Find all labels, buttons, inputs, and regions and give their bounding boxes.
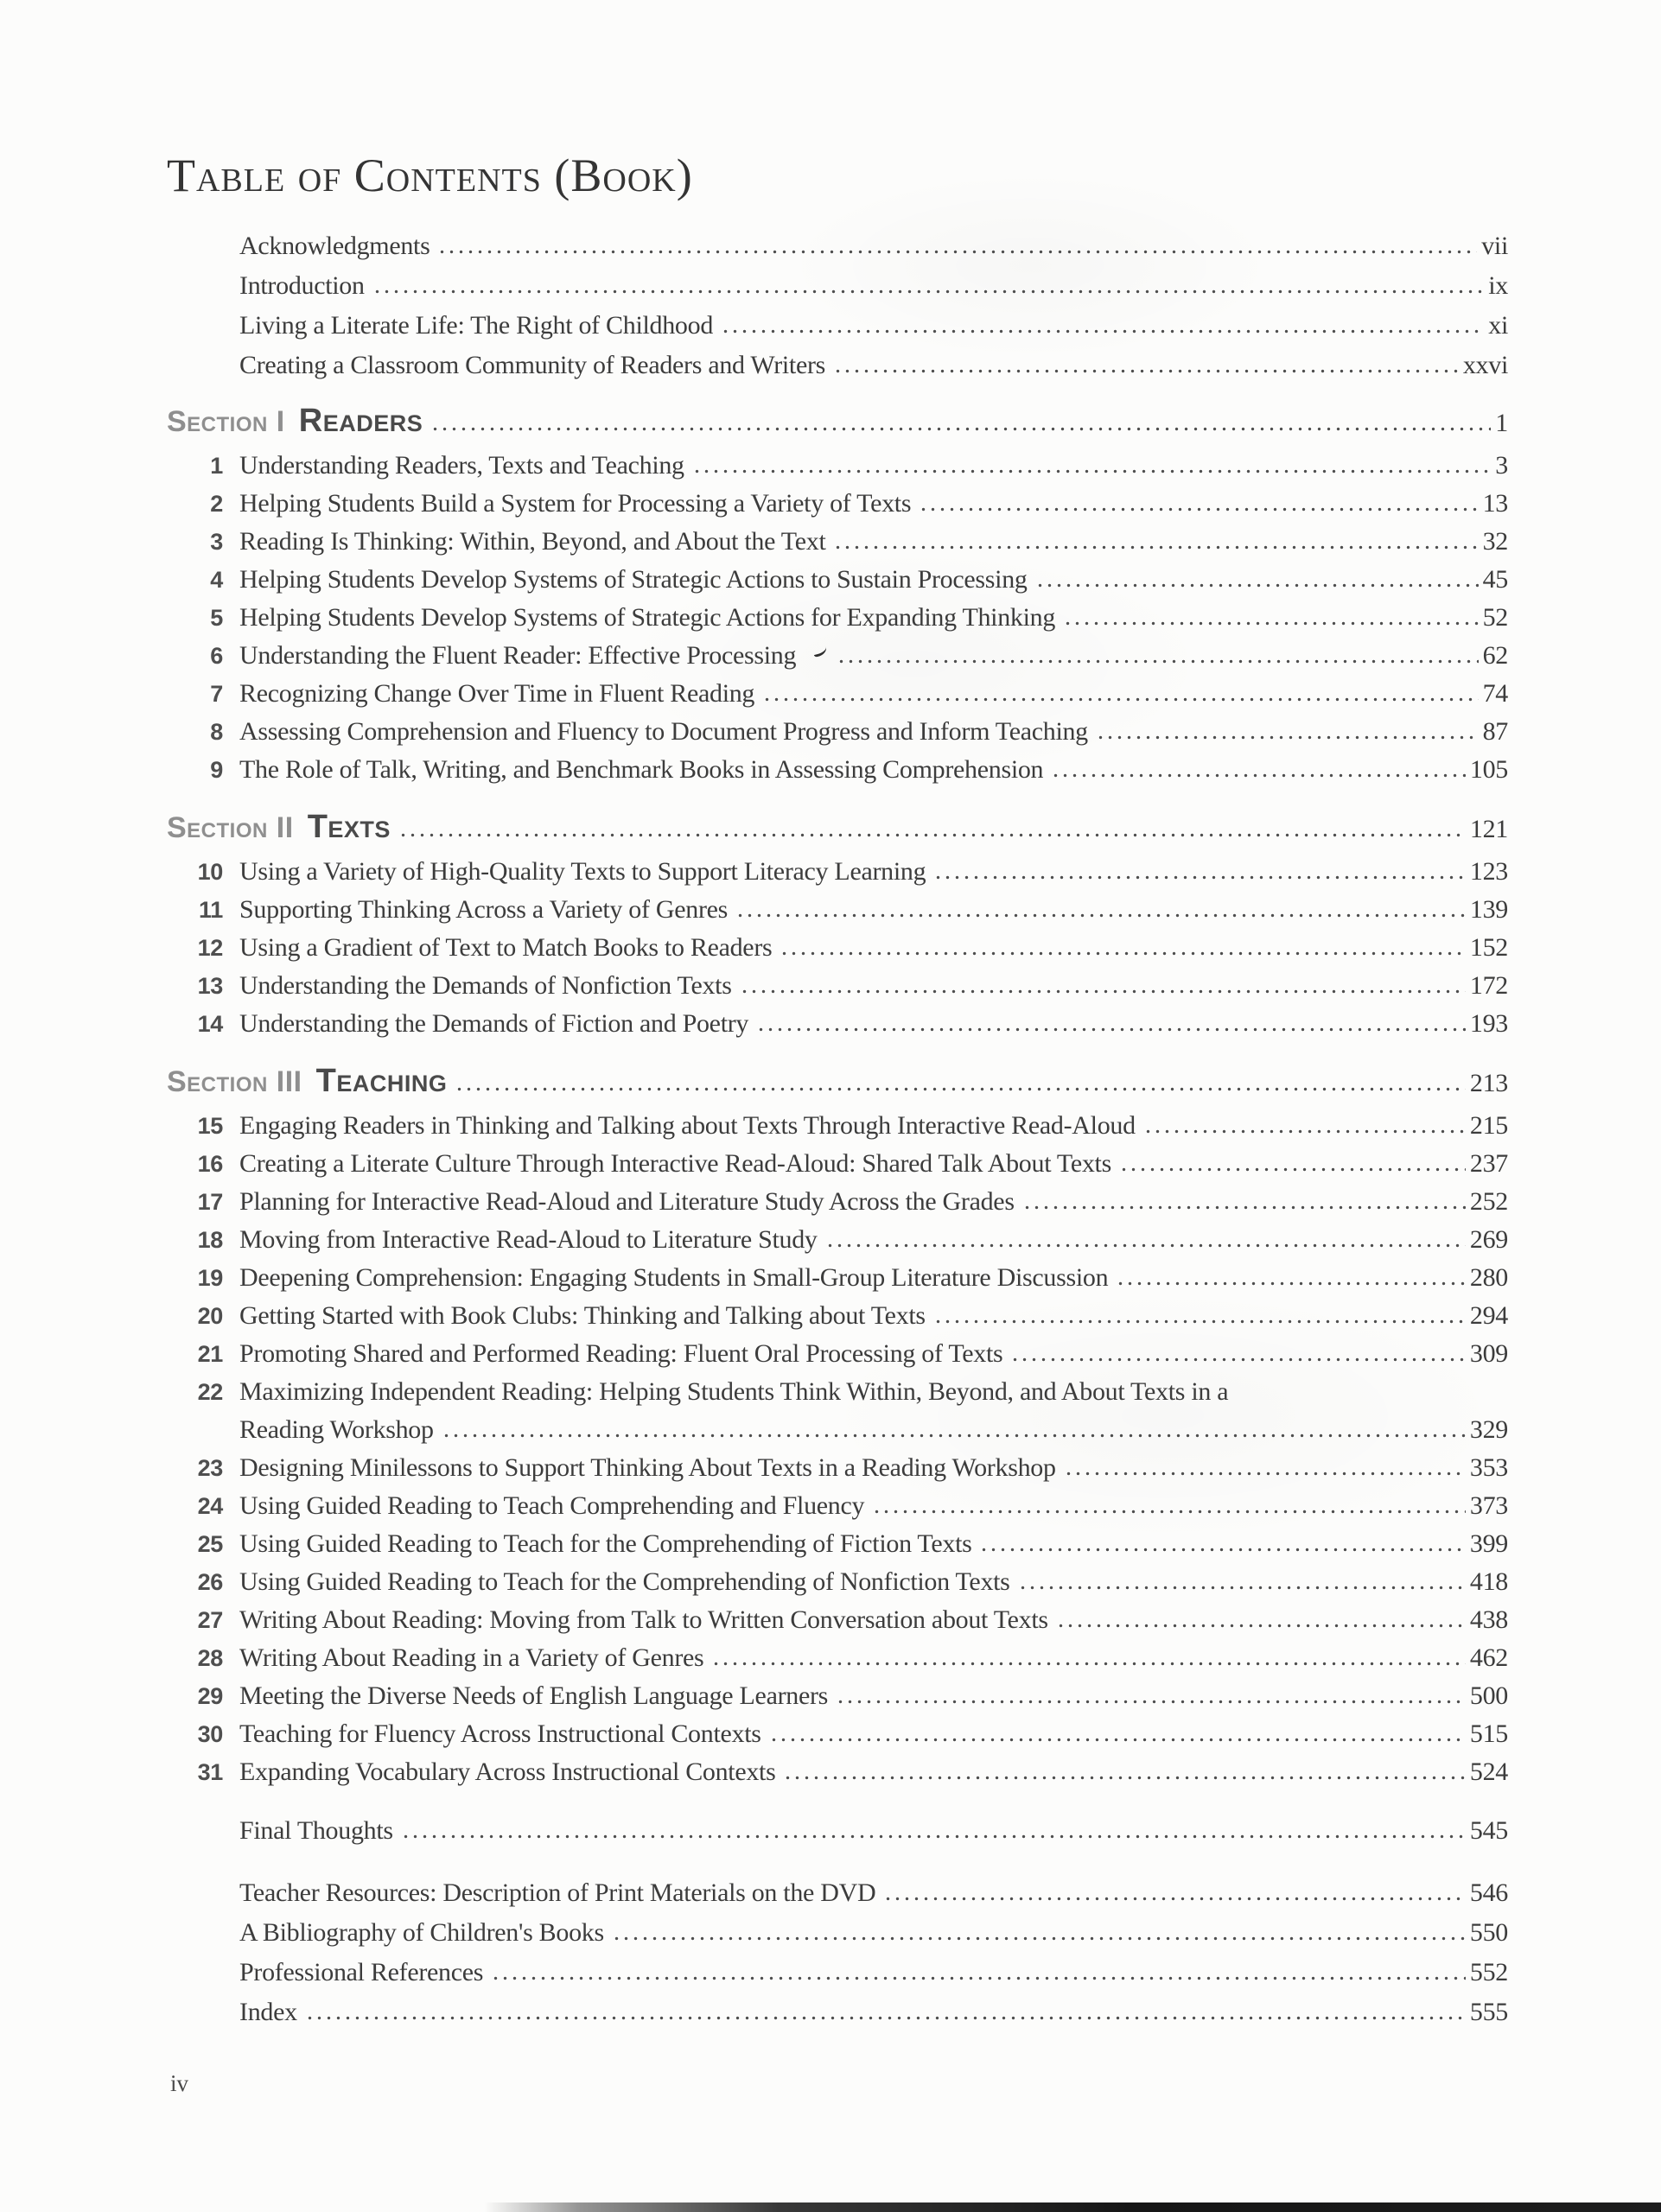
chapter-number: 5 [210, 605, 223, 631]
page-number: 438 [1469, 1605, 1508, 1634]
chapter-row [0, 1719, 1661, 1758]
entry-label: Creating a Classroom Community of Readers and Writers [239, 351, 826, 379]
page-number: 123 [1469, 857, 1508, 886]
chapter-number: 21 [197, 1341, 223, 1367]
chapter-title: Understanding the Fluent Reader: Effective Processing [239, 641, 797, 670]
page-number: 213 [1469, 1069, 1508, 1097]
chapter-title: Supporting Thinking Across a Variety of Genres [239, 895, 729, 924]
chapter-row [0, 1681, 1661, 1719]
chapter-number: 30 [197, 1721, 223, 1747]
chapter-row [0, 1339, 1661, 1377]
page-number: 462 [1469, 1643, 1508, 1672]
page-number: 193 [1469, 1009, 1508, 1038]
chapter-row [0, 857, 1661, 895]
chapter-title: Writing About Reading: Moving from Talk to Written Conversation about Texts [239, 1605, 1048, 1634]
dot-leader [933, 875, 1466, 880]
chapter-row [0, 565, 1661, 603]
page-number: 215 [1469, 1111, 1508, 1140]
page-number: 1 [1495, 409, 1508, 437]
back-matter-row [0, 1878, 1661, 1918]
section-header-row [0, 1063, 1661, 1111]
chapter-number: 27 [197, 1607, 223, 1633]
dot-leader [612, 1936, 1466, 1941]
chapter-number: 25 [197, 1531, 223, 1557]
chapter-title: Engaging Readers in Thinking and Talking about Texts Through Interactive Read-Aloud [239, 1111, 1136, 1140]
dot-leader [1035, 583, 1479, 588]
chapter-row [0, 933, 1661, 971]
chapter-number: 26 [197, 1569, 223, 1595]
entry-label: A Bibliography of Children's Books [239, 1918, 604, 1947]
page-number: vii [1481, 232, 1508, 260]
chapter-row [0, 1453, 1661, 1491]
page-number: 353 [1469, 1453, 1508, 1482]
page-number: 269 [1469, 1225, 1508, 1254]
page-number: 500 [1469, 1681, 1508, 1710]
chapter-row [0, 717, 1661, 755]
chapter-title: Understanding Readers, Texts and Teaching [239, 451, 684, 480]
page-number: 3 [1495, 451, 1508, 480]
chapter-number: 11 [199, 897, 223, 923]
dot-leader [836, 1700, 1466, 1704]
chapter-title: The Role of Talk, Writing, and Benchmark Books in Assessing Comprehension [239, 755, 1044, 784]
chapter-title: Assessing Comprehension and Fluency to Document Progress and Inform Teaching [239, 717, 1088, 746]
section-header-row [0, 403, 1661, 451]
chapter-row [0, 1643, 1661, 1681]
final-thoughts-row [0, 1816, 1661, 1856]
page-number: ix [1488, 271, 1508, 300]
chapter-title: Reading Is Thinking: Within, Beyond, and About the Text [239, 527, 826, 556]
dot-leader [372, 289, 1485, 294]
back-matter-row [0, 1918, 1661, 1958]
chapter-row [0, 971, 1661, 1009]
dot-leader [1056, 1624, 1466, 1628]
chapter-row [0, 755, 1661, 793]
dot-leader [756, 1027, 1466, 1032]
chapter-title: Teaching for Fluency Across Instructional Contexts [239, 1719, 761, 1748]
chapter-title: Expanding Vocabulary Across Instructional Contexts [239, 1758, 776, 1786]
chapter-title: Using Guided Reading to Teach for the Comprehending of Nonfiction Texts [239, 1567, 1010, 1596]
page-number: 87 [1482, 717, 1508, 746]
page-number: 45 [1482, 565, 1508, 594]
dot-leader [1096, 735, 1479, 740]
chapter-row [0, 527, 1661, 565]
chapter-number: 2 [210, 491, 223, 517]
dot-leader [1063, 621, 1479, 626]
chapter-number: 13 [197, 973, 223, 999]
entry-label: Final Thoughts [239, 1816, 393, 1845]
chapter-title: Writing About Reading in a Variety of Genres [239, 1643, 704, 1672]
dot-leader [401, 1834, 1466, 1839]
chapter-row [0, 451, 1661, 489]
front-matter-row [0, 232, 1661, 271]
dot-leader [735, 913, 1466, 918]
chapter-number: 24 [197, 1493, 223, 1519]
chapter-row [0, 1225, 1661, 1263]
chapter-row [0, 1187, 1661, 1225]
page-number-folio: iv [170, 2070, 189, 2096]
page-number: 294 [1469, 1301, 1508, 1330]
back-matter-list [0, 1878, 1661, 2037]
entry-label: Index [239, 1998, 297, 2026]
page-number: xi [1488, 311, 1508, 340]
page-title: Table of Contents (Book) [167, 149, 693, 201]
dot-leader [1022, 1205, 1466, 1210]
dot-leader [398, 833, 1466, 837]
page-number: 552 [1469, 1958, 1508, 1986]
dot-leader [825, 1243, 1466, 1248]
dot-leader [833, 369, 1459, 373]
page-number: xxvi [1462, 351, 1508, 379]
page-number: 32 [1482, 527, 1508, 556]
dot-leader [305, 2016, 1466, 2020]
final-thoughts-entry [0, 1816, 1661, 1856]
page-number: 52 [1482, 603, 1508, 632]
dot-leader [837, 659, 1478, 664]
chapter-number: 7 [210, 681, 223, 707]
chapter-title: Getting Started with Book Clubs: Thinking and Talking about Texts [239, 1301, 926, 1330]
chapter-row [0, 1491, 1661, 1529]
chapter-title: Using a Variety of High-Quality Texts to Support Literacy Learning [239, 857, 926, 886]
chapter-number: 10 [197, 859, 223, 885]
entry-label: Living a Literate Life: The Right of Childhood [239, 311, 714, 340]
chapter-row [0, 1605, 1661, 1643]
page-number: 252 [1469, 1187, 1508, 1216]
page-number: 105 [1469, 755, 1508, 784]
chapter-row [0, 1263, 1661, 1301]
chapter-row [0, 1149, 1661, 1187]
entry-label: Introduction [239, 271, 365, 300]
dot-leader [1064, 1471, 1466, 1476]
sections-list [0, 403, 1661, 1796]
dot-leader [872, 1510, 1466, 1514]
page-number: 524 [1469, 1758, 1508, 1786]
dot-leader [740, 989, 1466, 994]
dot-leader [1051, 773, 1466, 778]
chapter-row [0, 1009, 1661, 1047]
chapter-title: Helping Students Build a System for Processing a Variety of Texts [239, 489, 912, 518]
dot-leader [491, 1976, 1466, 1980]
page-number: 418 [1469, 1567, 1508, 1596]
dot-leader [437, 250, 1477, 254]
page-number: 139 [1469, 895, 1508, 924]
chapter-number: 14 [197, 1011, 223, 1037]
dot-leader [1116, 1281, 1466, 1286]
chapter-number: 15 [197, 1113, 223, 1139]
section-name: Teaching [315, 1063, 448, 1099]
chapter-title: Planning for Interactive Read-Aloud and Literature Study Across the Grades [239, 1187, 1015, 1216]
chapter-title: Using Guided Reading to Teach Comprehending and Fluency [239, 1491, 865, 1520]
chapter-title: Meeting the Diverse Needs of English Language Learners [239, 1681, 829, 1710]
chapter-number: 4 [210, 567, 223, 593]
chapter-row [0, 1758, 1661, 1796]
chapter-title: Understanding the Demands of Fiction and Poetry [239, 1009, 749, 1038]
section-name: Readers [298, 403, 423, 439]
chapter-row [0, 603, 1661, 641]
page-number: 62 [1482, 641, 1508, 670]
dot-leader [1018, 1586, 1466, 1590]
page-number: 546 [1469, 1878, 1508, 1907]
dot-leader [1119, 1167, 1466, 1172]
page-number: 74 [1482, 679, 1508, 708]
chapter-row-continuation [0, 1415, 1661, 1453]
chapter-number: 6 [210, 643, 223, 669]
chapter-number: 20 [197, 1303, 223, 1329]
chapter-title: Designing Minilessons to Support Thinking About Texts in a Reading Workshop [239, 1453, 1056, 1482]
chapter-title: Deepening Comprehension: Engaging Students in Small-Group Literature Discussion [239, 1263, 1109, 1292]
dot-leader [883, 1897, 1466, 1901]
chapter-number: 23 [197, 1455, 223, 1481]
page-number: 172 [1469, 971, 1508, 1000]
dot-leader [919, 507, 1478, 512]
page-number: 545 [1469, 1816, 1508, 1845]
chapter-row [0, 1377, 1661, 1415]
chapter-number: 16 [197, 1151, 223, 1177]
dot-leader [455, 1087, 1466, 1091]
chapter-row [0, 489, 1661, 527]
section-kicker: Section III [167, 1065, 302, 1098]
table-of-contents [0, 232, 1661, 2037]
chapter-number: 18 [197, 1227, 223, 1253]
chapter-number: 28 [197, 1645, 223, 1671]
chapter-number: 12 [197, 935, 223, 961]
dot-leader [442, 1433, 1466, 1438]
entry-label: Teacher Resources: Description of Print Materials on the DVD [239, 1878, 876, 1907]
chapter-row [0, 895, 1661, 933]
front-matter-row [0, 271, 1661, 311]
page-number: 329 [1469, 1415, 1508, 1444]
entry-label: Acknowledgments [239, 232, 430, 260]
chapter-number: 3 [210, 529, 223, 555]
chapter-title: Helping Students Develop Systems of Strategic Actions for Expanding Thinking [239, 603, 1056, 632]
chapter-row [0, 1529, 1661, 1567]
chapter-number: 8 [210, 719, 223, 745]
page-number: 515 [1469, 1719, 1508, 1748]
chapter-title: Helping Students Develop Systems of Strategic Actions to Sustain Processing [239, 565, 1028, 594]
chapter-number: 29 [197, 1683, 223, 1709]
dot-leader [979, 1548, 1465, 1552]
front-matter-row [0, 351, 1661, 391]
chapter-title: Recognizing Change Over Time in Fluent Reading [239, 679, 755, 708]
page-number: 280 [1469, 1263, 1508, 1292]
chapter-title: Using Guided Reading to Teach for the Comprehending of Fiction Texts [239, 1529, 972, 1558]
section-header-row [0, 809, 1661, 857]
chapter-number: 19 [197, 1265, 223, 1291]
chapter-number: 31 [197, 1759, 223, 1785]
chapter-number: 22 [197, 1379, 223, 1405]
front-matter-list [0, 232, 1661, 391]
chapter-title: Moving from Interactive Read-Aloud to Literature Study [239, 1225, 818, 1254]
chapter-number: 9 [210, 757, 223, 783]
dot-leader [692, 469, 1492, 474]
section-kicker: Section II [167, 811, 294, 844]
page-number: 121 [1469, 815, 1508, 843]
chapter-title-line2: Reading Workshop [239, 1415, 434, 1444]
dot-leader [430, 427, 1491, 431]
section-kicker: Section I [167, 405, 285, 438]
page-number: 13 [1482, 489, 1508, 518]
section-name: Texts [307, 809, 391, 845]
dot-leader [1010, 1357, 1465, 1362]
dot-leader [783, 1776, 1465, 1780]
page-number: 152 [1469, 933, 1508, 962]
scan-artifact-bar [484, 2202, 1661, 2212]
chapter-title: Promoting Shared and Performed Reading: Fluent Oral Processing of Texts [239, 1339, 1003, 1368]
front-matter-row [0, 311, 1661, 351]
back-matter-row [0, 1998, 1661, 2037]
entry-label: Professional References [239, 1958, 484, 1986]
stray-pen-mark [812, 645, 828, 658]
dot-leader [1143, 1129, 1466, 1134]
page-number: 309 [1469, 1339, 1508, 1368]
chapter-number: 1 [210, 453, 223, 479]
chapter-title: Creating a Literate Culture Through Interactive Read-Aloud: Shared Talk About Texts [239, 1149, 1111, 1178]
back-matter-row [0, 1958, 1661, 1998]
page-number: 373 [1469, 1491, 1508, 1520]
chapter-number: 17 [197, 1189, 223, 1215]
dot-leader [711, 1662, 1465, 1666]
dot-leader [933, 1319, 1466, 1324]
dot-leader [833, 545, 1478, 550]
page-number: 399 [1469, 1529, 1508, 1558]
chapter-title: Understanding the Demands of Nonfiction Texts [239, 971, 732, 1000]
chapter-row [0, 1567, 1661, 1605]
chapter-title: Using a Gradient of Text to Match Books to Readers [239, 933, 773, 962]
chapter-row [0, 1301, 1661, 1339]
dot-leader [762, 697, 1478, 702]
chapter-title: Maximizing Independent Reading: Helping Students Think Within, Beyond, and About Texts in a [239, 1377, 1229, 1406]
page-number: 555 [1469, 1998, 1508, 2026]
page-number: 550 [1469, 1918, 1508, 1947]
dot-leader [780, 951, 1465, 956]
dot-leader [721, 329, 1484, 334]
chapter-row [0, 679, 1661, 717]
chapter-row [0, 641, 1661, 679]
dot-leader [769, 1738, 1466, 1742]
page-number: 237 [1469, 1149, 1508, 1178]
chapter-row [0, 1111, 1661, 1149]
